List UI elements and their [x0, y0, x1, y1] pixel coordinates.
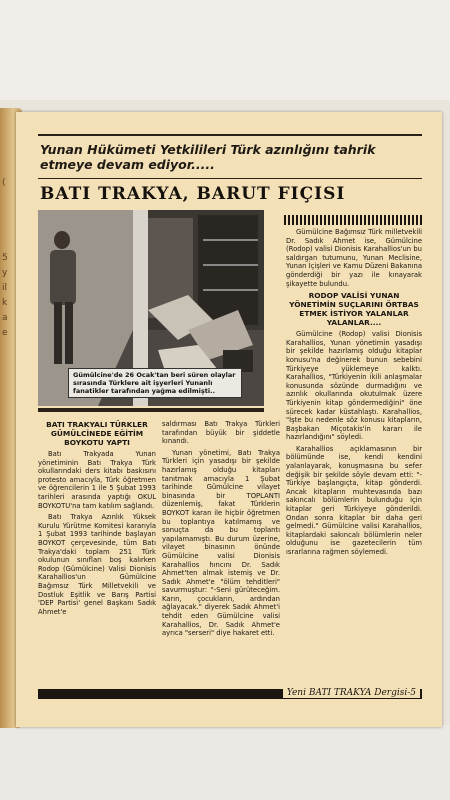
magazine-page	[16, 112, 442, 727]
column-2	[162, 420, 280, 641]
margin-char: il	[2, 283, 8, 293]
margin-char: k	[2, 298, 8, 308]
margin-char: a	[2, 313, 8, 323]
margin-char: y	[2, 268, 8, 278]
column-1	[38, 420, 156, 619]
margin-char: (	[2, 178, 6, 188]
photo-rule	[38, 408, 264, 412]
section-heading: RODOP VALİSİ YUNAN YÖNETİMİN SUÇLARINI ÖRTBAS ETMEK İSTİYOR YALANLAR YALANLAR....	[289, 291, 419, 328]
paragraph: Gümülcine (Rodop) valisi Dionisis Karahallios, Yunan yönetimin yasadışı bir şekilde hazırlamış olduğu kitaplar konusu'na değinerek bunun sebebini Türkiyeye yüklemeye kalktı. Karahallios, "Türkiyenin ikili anlaşmalar konusunda sözünde durmadığını ve azınlık okullarında okutulmak üzere Türkiyenin kitap göndermediğini" öne sürecek kadar küstahlaştı. Karahallios, "İşte bu nedenle söz konusu kitapların, Başbakan Miçotakis'in kararı ile hazırlandığını" söyledi.	[286, 330, 422, 442]
decorative-bars	[284, 215, 422, 225]
article-title: BATI TRAKYA, BARUT FIÇISI	[40, 184, 346, 204]
photo-caption: Gümülcine'de 26 Ocak'tan beri süren olaylar sırasında Türklere ait işyerleri Yunanlı fanatikler tarafından yağma edilmişti..	[68, 368, 242, 398]
top-rule	[38, 134, 422, 136]
paragraph: Batı Trakyada Yunan yönetiminin Batı Trakya Türk okullarındaki ders kitabı baskısını protesto amacıyla, Türk öğretmen ve öğrencilerin 1 ile 5 Şubat 1993 tarihleri arasında yaptığı OKUL BOYKOTU'na tam katılım sağlandı.	[38, 450, 156, 510]
headline-rule	[38, 178, 422, 179]
paragraph: Yunan yönetimi, Batı Trakya Türkleri için yasadışı bir şekilde hazırlamış olduğu kitapları tanıtmak amacıyla 1 Şubat tarihinde Gümülcine vilayet binasında bir TOPLANTI düzenlemiş, fakat Türklerin BOYKOT karan ile hiçbir öğretmen bu toplantıya katılmamış ve sonuçta da bu toplantı yapılamamıştı. Bu durum üzerine, vilayet binasının önünde Gümülcine valisi Dionisis Karahallios hıncını Dr. Sadık Ahmet'ten almak istemiş ve Dr. Sadık Ahmet'e "ölüm tehditleri" savurmuştur: "-Seni gürüteceğim. Karın, çocukların, ardından ağlayacak." diyerek Sadık Ahmet'i tehdit eden Gümülcine valisi Karahallios, Dr. Sadık Ahmet'e ayrıca "serseri" diye hakaret etti.	[162, 448, 280, 638]
paragraph: saldırması Batı Trakya Türkleri tarafından büyük bir şiddetle kınandı.	[162, 420, 280, 446]
background-bottom	[0, 725, 450, 800]
section-heading: BATI TRAKYALI TÜRKLER GÜMÜLCİNEDE EĞİTİM BOYKOTU YAPTI	[46, 420, 148, 447]
headline: Yunan Hükümeti Yetkilileri Türk azınlığını tahrik etmeye devam ediyor.....	[40, 142, 376, 172]
paragraph: Batı Trakya Azınlık Yüksek Kurulu Yürütme Komitesi kararıyla 1 Şubat 1993 tarihinde başlayan BOYKOT çerçevesinde, tüm Batı Trakya'daki toplam 251 Türk okulunun sınıfları boş kalırken Rodop (Gümülcine) Valisi Dionisis Karahallios'un Gümülcine Bağımsız Türk Milletvekili ve Dostluk Eşitlik ve Barış Partisi 'DEP Partisi' genel Başkanı Sadık Ahmet'e	[38, 513, 156, 616]
column-3	[286, 228, 422, 560]
footer-label: Yeni BATI TRAKYA Dergisi-5	[283, 688, 420, 698]
margin-char: e	[2, 328, 8, 338]
paragraph: Karahallios açıklamasının bir bölümünde ise, kendi kendini yalanlayarak, konuşmasına bu sefer değişik bir şekilde söyle devam etti: "-Türkiye başlangıçta, kitap gönderdi. Ancak kitapların muhtevasında bazı sakıncalı bölümlerin bulunduğu için kitaplar geri Türkiyeye gönderildi. Ondan sonra kitaplar bir daha geri gelmedi." Gümülcine valisi Karahallios, kitaplardaki sakıncalı bölümlerin neler olduğunu ise gazetecilerin tüm ısrarlarına rağmen söylemedi.	[286, 444, 422, 556]
background-top	[0, 0, 450, 100]
paragraph: Gümülcine Bağımsız Türk milletvekili Dr. Sadık Ahmet ise, Gümülcine (Rodop) valisi Dionisis Karahallios'un bu saldırgan tutumunu, Yunan Meclisine, Yunan İçişleri ve Kamu Düzeni Bakanına gönderdiği bir yazı ile kınayarak şikayette bulundu.	[286, 228, 422, 288]
margin-char: 5	[2, 253, 8, 263]
